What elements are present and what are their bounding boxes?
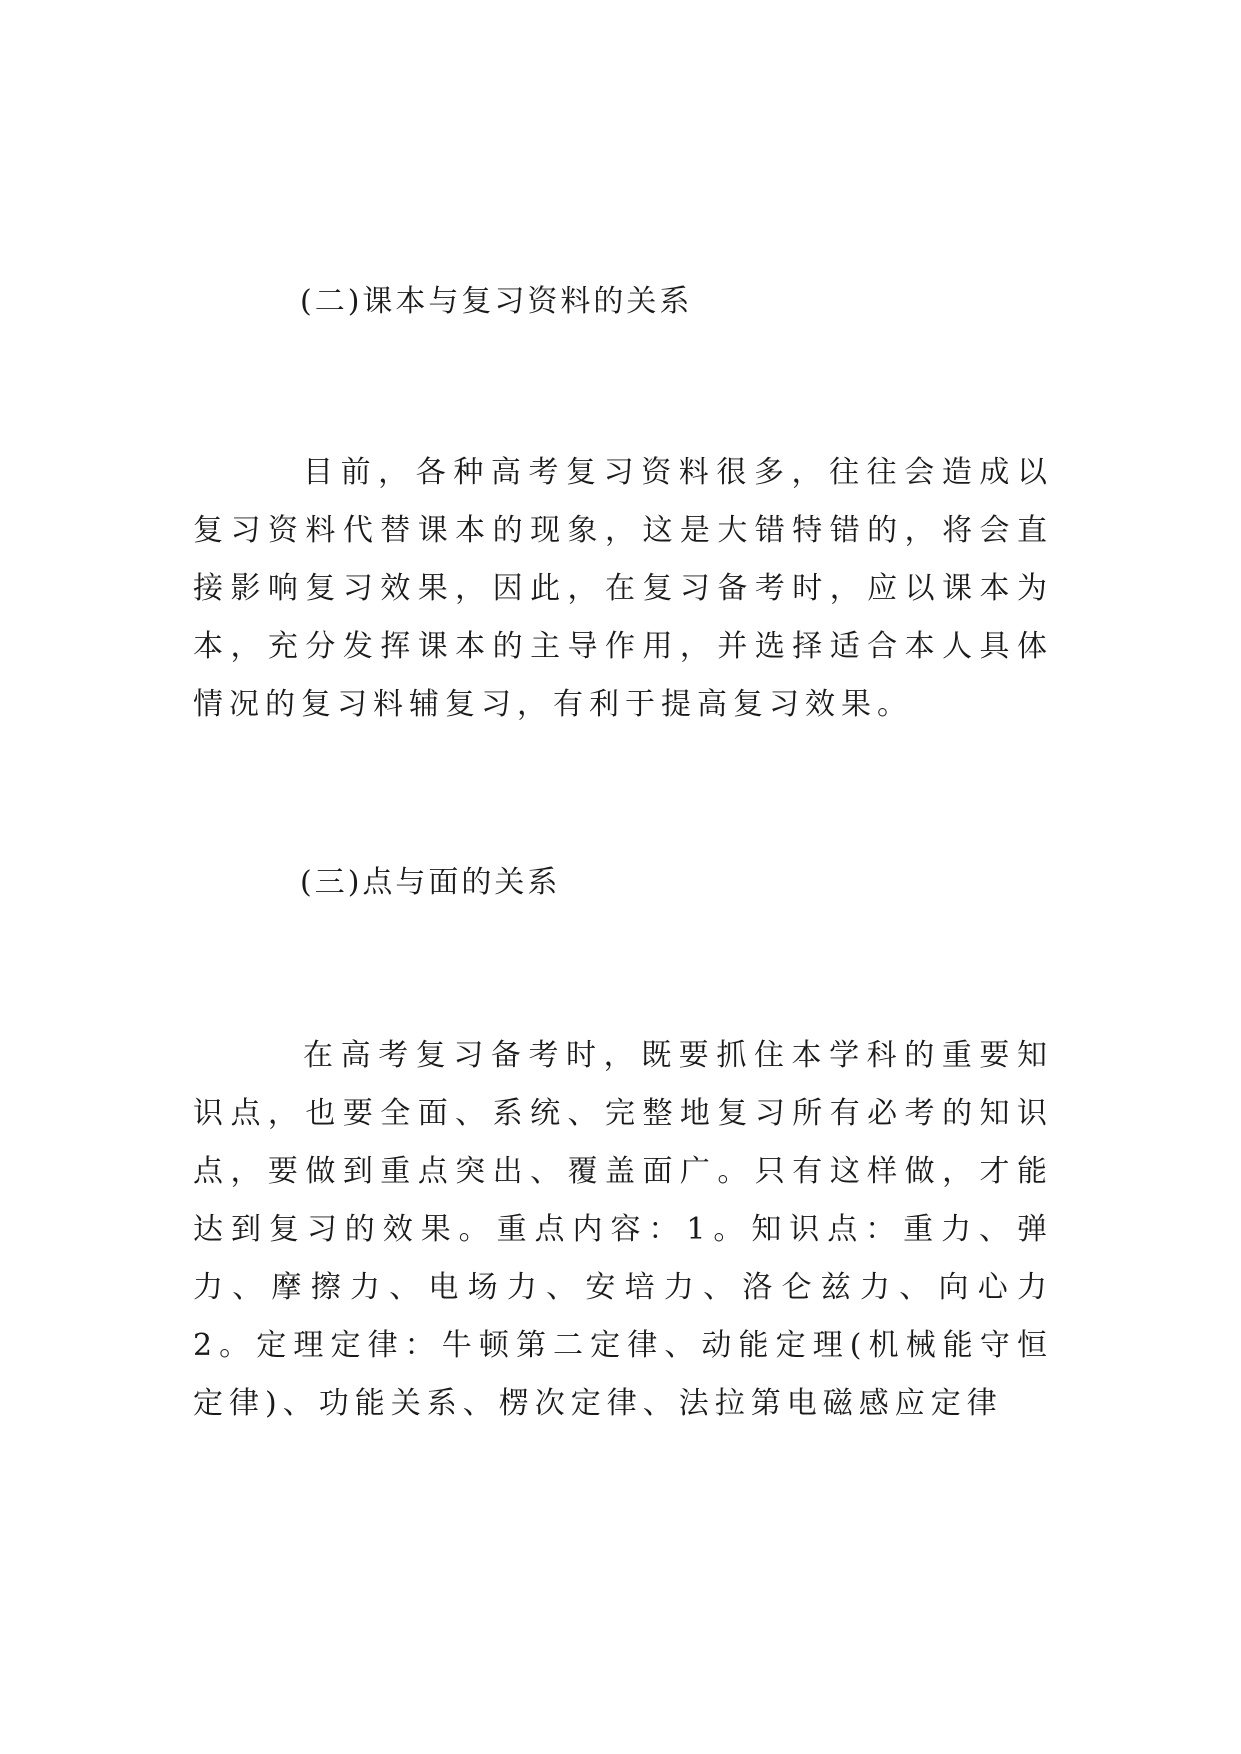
section-paragraph-2: 目前，各种高考复习资料很多，往往会造成以复习资料代替课本的现象，这是大错特错的，将会直接影响复习效果，因此，在复习备考时，应以课本为本，充分发挥课本的主导作用，并选择适合本人具体情况的复习料辅复习，有利于提高复习效果。 xyxy=(193,455,1053,722)
section-paragraph-3: 在高考复习备考时，既要抓住本学科的重要知识点，也要全面、系统、完整地复习所有必考的知识点，要做到重点突出、覆盖面广。只有这样做，才能达到复习的效果。重点内容：1。知识点：重力、弹力、摩擦力、电场力、安培力、洛仑兹力、向心力 2。定理定律：牛顿第二定律、动能定理(机械能守恒定律)、功能关系、楞次定律、法拉第电磁感应定律 xyxy=(193,1038,1053,1421)
section-heading-2: (二)课本与复习资料的关系 xyxy=(300,284,693,319)
section-heading-3: (三)点与面的关系 xyxy=(300,865,561,900)
